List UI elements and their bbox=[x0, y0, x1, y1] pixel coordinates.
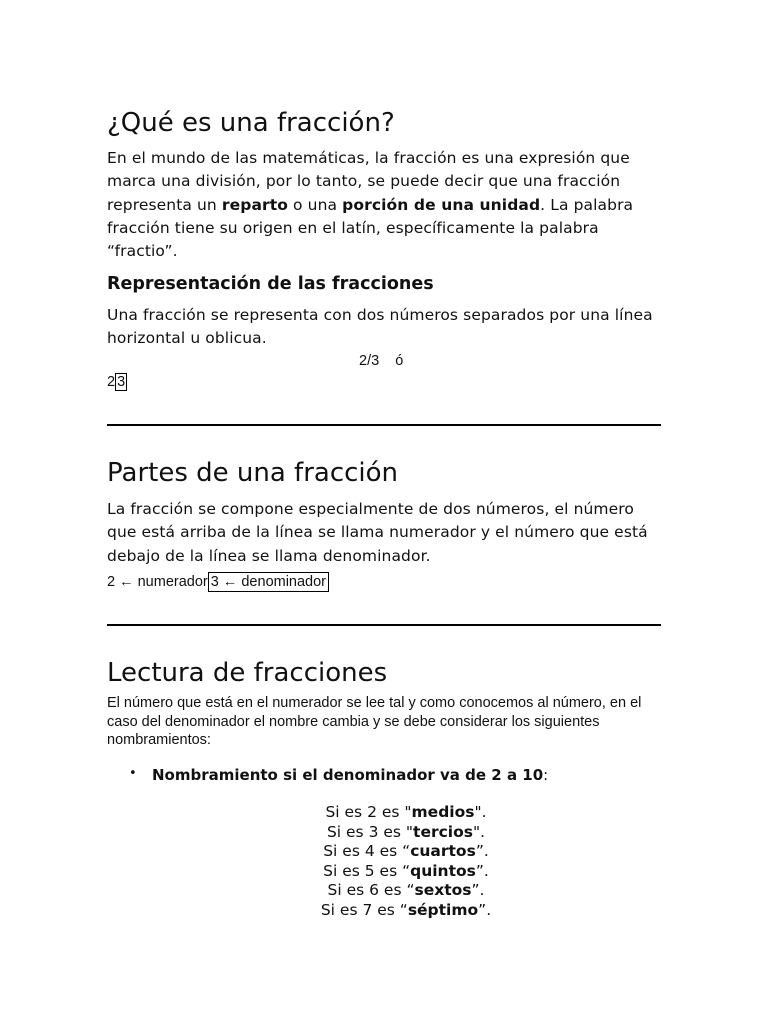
rule-line: Si es 4 es “cuartos”. bbox=[323, 842, 489, 860]
paragraph-text: o una bbox=[288, 195, 343, 214]
denominator-rules bbox=[107, 803, 705, 920]
rule-line: Si es 3 es "tercios". bbox=[326, 822, 486, 841]
fraction-parts-example bbox=[107, 574, 329, 590]
naming-list bbox=[107, 766, 548, 784]
paragraph-text: . La palabra fracción tiene su origen en el latín, específicamente la palabra “fractio”. bbox=[107, 195, 634, 261]
section-divider bbox=[107, 424, 661, 426]
rule-line: Si es 2 es "medios". bbox=[325, 803, 487, 821]
fraction-inline-example: 2/3 ó bbox=[359, 353, 404, 369]
rule-line: Si es 6 es “sextos”. bbox=[327, 881, 485, 899]
list-item bbox=[107, 766, 548, 784]
bold-porcion: porción de una unidad bbox=[342, 195, 541, 214]
bullet-bold-text: Nombramiento si el denominador va de 2 a 10 bbox=[152, 766, 544, 784]
fraction-numerator: 2 bbox=[107, 374, 116, 390]
heading-lectura-fracciones: Lectura de fracciones bbox=[107, 658, 388, 688]
paragraph-text: En el mundo de las matemáticas, la fracción es una expresión que marca una división, por lo tanto, se puede decir que una fracción representa un bbox=[107, 149, 630, 214]
paragraph-definition bbox=[107, 147, 667, 263]
paragraph-representacion: Una fracción se representa con dos números separados por una línea horizontal u oblicua. bbox=[107, 306, 653, 348]
section-divider bbox=[107, 624, 661, 626]
numerator-label: 2 ← numerador bbox=[107, 574, 208, 590]
bullet-suffix: : bbox=[543, 766, 549, 784]
fraction-stacked-example bbox=[107, 374, 127, 390]
bold-reparto: reparto bbox=[221, 195, 289, 214]
paragraph-lectura: El número que está en el numerador se lee tal y como conocemos al número, en el caso del denominador el nombre cambia y se debe considerar los siguientes nombramientos: bbox=[107, 695, 642, 748]
rule-line: Si es 7 es “séptimo”. bbox=[320, 900, 492, 919]
subheading-representacion: Representación de las fracciones bbox=[107, 274, 434, 294]
denominator-label: 3 ← denominador bbox=[208, 572, 329, 592]
heading-partes-fraccion: Partes de una fracción bbox=[107, 458, 399, 488]
rule-line: Si es 5 es “quintos”. bbox=[323, 861, 489, 880]
fraction-denominator: 3 bbox=[117, 374, 126, 390]
paragraph-partes: La fracción se compone especialmente de dos números, el número que está arriba de la línea se llama numerador y el número que está debajo de la línea se llama denominador. bbox=[107, 500, 648, 565]
heading-que-es-fraccion: ¿Qué es una fracción? bbox=[107, 108, 395, 138]
